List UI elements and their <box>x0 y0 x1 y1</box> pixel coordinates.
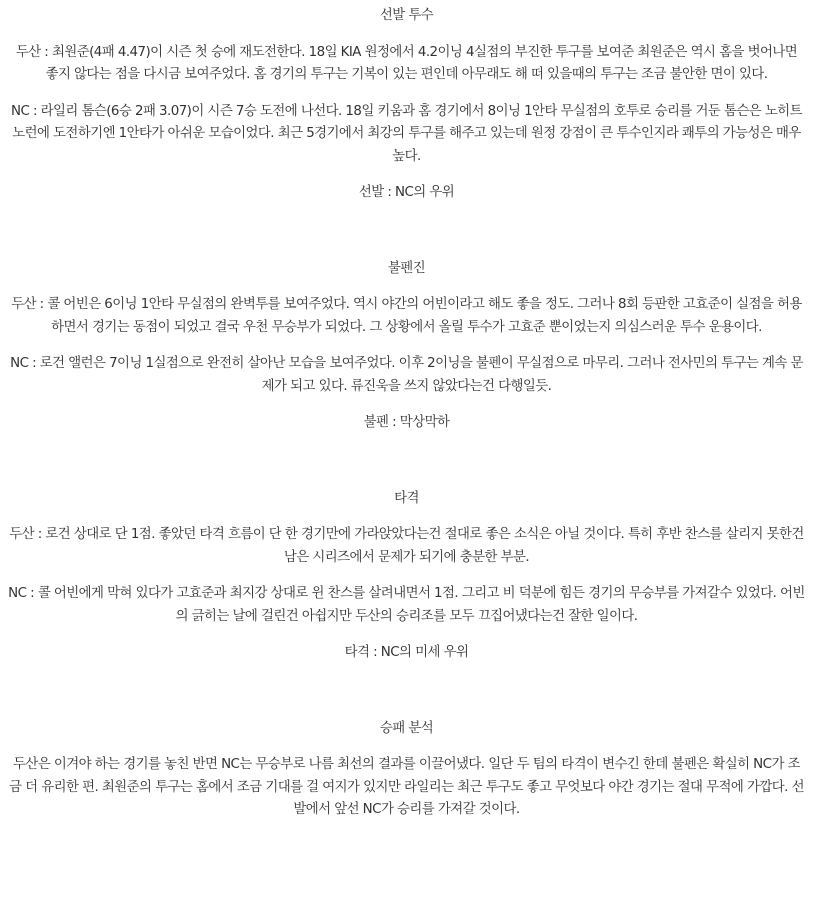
section-spacer <box>8 665 805 718</box>
paragraph-nc: NC : 로건 앨런은 7이닝 1실점으로 완전히 살아난 모습을 보여주었다. 이후 2이닝을 불펜이 무실점으로 마무리. 그러나 전사민의 투구는 계속 문제가 되고 있다. 류진욱을 쓰지 않았다는건 다행일듯. <box>10 356 803 394</box>
section-title: 선발 투수 <box>379 8 434 23</box>
section-prediction <box>8 718 805 822</box>
section-verdict: 불펜 : 막상막하 <box>363 415 450 430</box>
section-title: 타격 <box>394 490 419 506</box>
section-verdict: 타격 : NC의 미세 우위 <box>344 645 469 660</box>
section-bullpen <box>8 258 805 435</box>
section-verdict: 선발 : NC의 우위 <box>358 185 455 200</box>
section-title: 승패 분석 <box>379 720 434 736</box>
section-title: 불펜진 <box>387 260 426 276</box>
paragraph-nc: NC : 콜 어빈에게 막혀 있다가 고효준과 최지강 상대로 윈 찬스를 살려내면서 1점. 그리고 비 덕분에 힘든 경기의 무승부를 가져갈수 있었다. 어빈의 긁히는 날에 걸린건 아쉽지만 두산의 승리조를 모두 끄집어냈다는건 잘한 일이다. <box>8 586 805 624</box>
section-spacer <box>8 205 805 258</box>
paragraph-doosan: 두산 : 콜 어빈은 6이닝 1안타 무실점의 완벽투를 보여주었다. 역시 야간의 어빈이라고 해도 좋을 정도. 그러나 8회 등판한 고효준이 실점을 허용하면서 경기는 동점이 되었고 결국 우천 무승부가 되었다. 그 상황에서 올릴 투수가 고효준 뿐이었는지 의심스러운 투수 운용이다. <box>11 297 802 335</box>
paragraph-doosan: 두산 : 로건 상대로 단 1점. 좋았던 타격 흐름이 단 한 경기만에 가라앉았다는건 절대로 좋은 소식은 아닐 것이다. 특히 후반 찬스를 살리지 못한건 남은 시리즈에서 문제가 되기에 충분한 부분. <box>9 527 804 565</box>
paragraph-summary: 두산은 이겨야 하는 경기를 놓친 반면 NC는 무승부로 나름 최선의 결과를 이끌어냈다. 일단 두 팀의 타격이 변수긴 한데 불펜은 확실히 NC가 조금 더 유리한 편. 최원준의 투구는 홈에서 조금 기대를 걸 여지가 있지만 라일리는 최근 투구도 좋고 무엇보다 야간 경기는 절대 무적에 가깝다. 선발에서 앞선 NC가 승리를 가져갈 것이다. <box>9 757 804 817</box>
section-starting-pitchers <box>8 5 805 205</box>
section-spacer <box>8 435 805 488</box>
paragraph-nc: NC : 라일리 톰슨(6승 2패 3.07)이 시즌 7승 도전에 나선다. 18일 키움과 홈 경기에서 8이닝 1안타 무실점의 호투로 승리를 거둔 톰슨은 노히트 노런에 도전하기엔 1안타가 아쉬운 모습이었다. 최근 5경기에서 최강의 투구를 해주고 있는데 원정 강점이 큰 투수인지라 쾌투의 가능성은 매우 높다. <box>10 103 802 164</box>
paragraph-doosan: 두산 : 최원준(4패 4.47)이 시즌 첫 승에 재도전한다. 18일 KIA 원정에서 4.2이닝 4실점의 부진한 투구를 보여준 최원준은 역시 홈을 벗어나면 좋지 않다는 점을 다시금 보여주었다. 홈 경기의 투구는 기복이 있는 편인데 아무래도 해 떠 있을때의 투구는 조금 불안한 면이 있다. <box>15 44 798 82</box>
section-batting <box>8 488 805 665</box>
